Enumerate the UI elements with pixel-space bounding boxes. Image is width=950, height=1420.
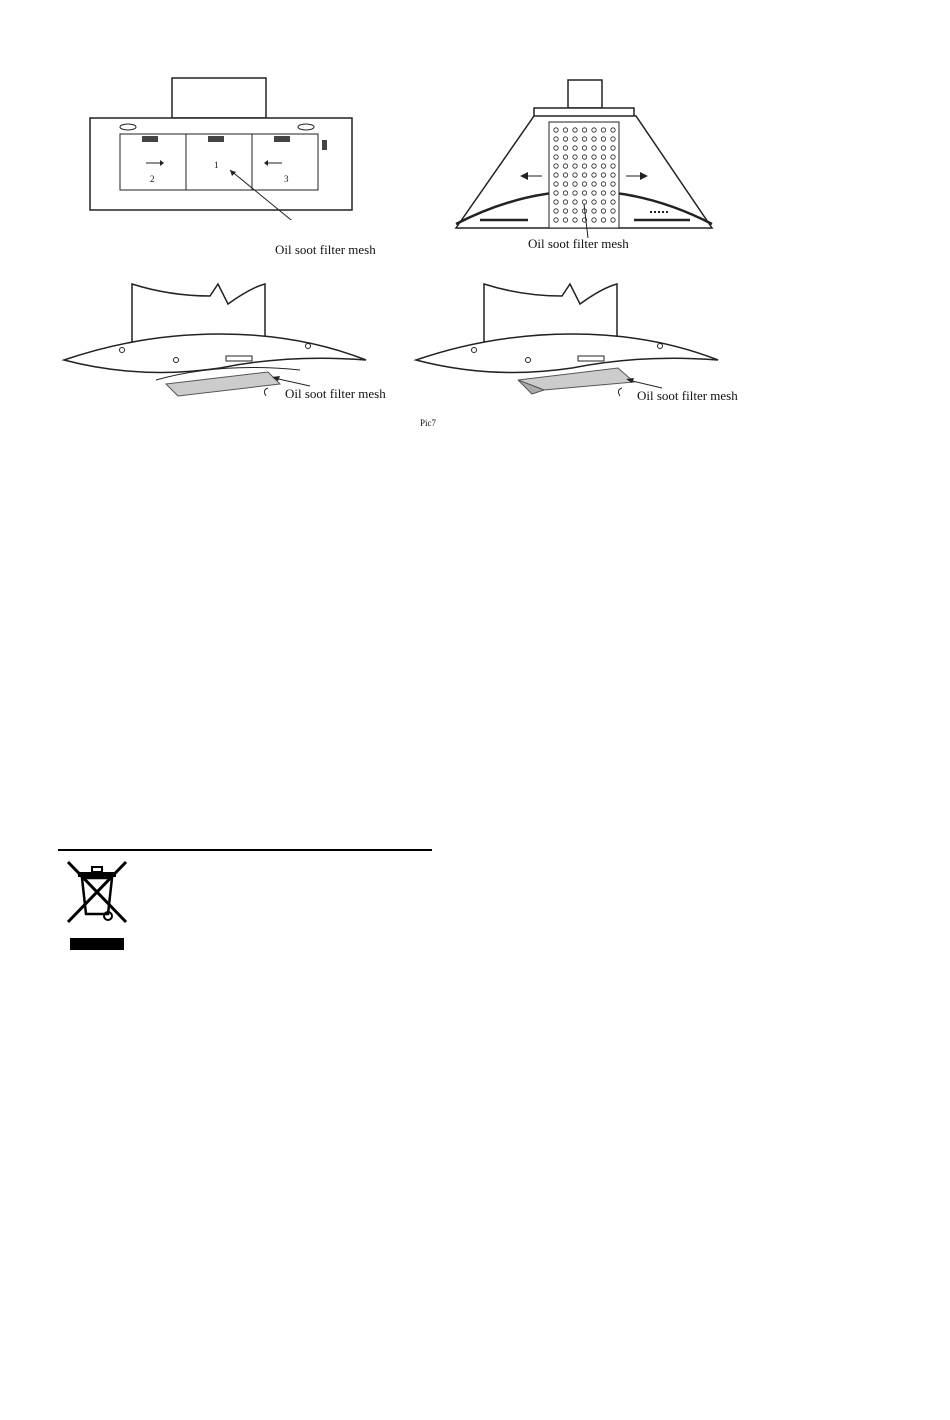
section-divider — [58, 849, 432, 851]
figure-caption: Pic7 — [420, 418, 437, 428]
crossed-out-wheeled-bin-icon — [64, 858, 130, 954]
callout-bottom-left: Oil soot filter mesh — [285, 386, 386, 401]
panel-number-3: 3 — [284, 174, 289, 184]
figure-bottom-right — [412, 280, 722, 400]
callout-top-left: Oil soot filter mesh — [275, 242, 376, 257]
figure-bottom-left — [60, 280, 370, 400]
panel-number-1: 1 — [214, 160, 219, 170]
panel-number-2: 2 — [150, 174, 155, 184]
callout-top-right: Oil soot filter mesh — [528, 236, 629, 251]
figure-top-left — [80, 70, 370, 220]
figure-top-right — [450, 78, 720, 238]
callout-bottom-right: Oil soot filter mesh — [637, 388, 738, 403]
